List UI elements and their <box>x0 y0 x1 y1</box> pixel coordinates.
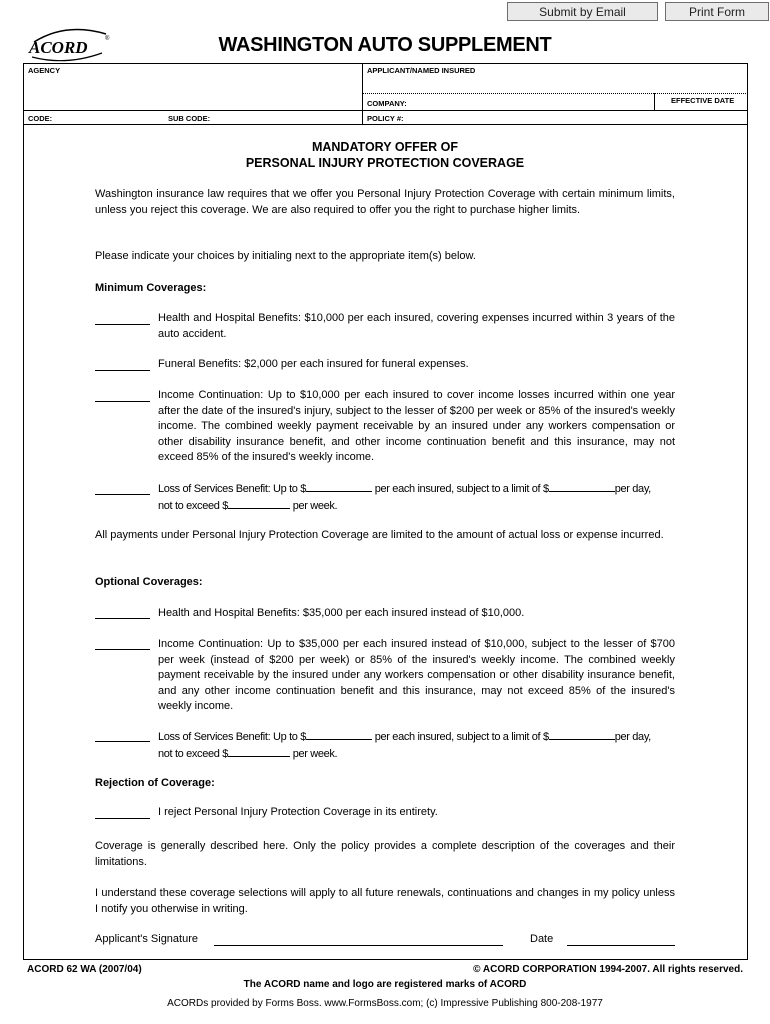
opt-health-text: Health and Hospital Benefits: $35,000 per each insured instead of $10,000. <box>158 607 525 619</box>
initial-field-reject[interactable] <box>95 806 150 819</box>
opt-loss-text: Loss of Services Benefit: Up to $ per each insured, subject to a limit of $ per day, not to exceed $ per week. <box>158 731 651 760</box>
sub-code-label: SUB CODE: <box>168 114 211 123</box>
svg-text:ACORD: ACORD <box>29 38 88 57</box>
agency-label: AGENCY <box>28 66 61 75</box>
min-loss-week-limit-field[interactable] <box>228 498 290 509</box>
min-loss-day-limit-field[interactable] <box>549 481 615 492</box>
min-health-text: Health and Hospital Benefits: $10,000 per each insured, covering expenses incurred within 3 years of the auto accident. <box>158 312 675 340</box>
rejection-heading: Rejection of Coverage: <box>95 777 215 789</box>
min-income-text: Income Continuation: Up to $10,000 per each insured to cover income losses incurred within one year after the date of the insured's injury, subject to the lesser of $200 per week or 85% of the insured's weekly income. The combined weekly payment receivable by an insured under any workers compensation or other disability insurance benefit, and other income continuation benefit and this insurance, may not exceed 85% of the insured's weekly income. <box>158 389 675 464</box>
provided-by-text: ACORDs provided by Forms Boss. www.FormsBoss.com; (c) Impressive Publishing 800-208-1977 <box>167 998 603 1009</box>
opt-loss-amount-field[interactable] <box>306 729 372 740</box>
company-label: COMPANY: <box>367 99 407 108</box>
optional-coverages-heading: Optional Coverages: <box>95 576 203 588</box>
submit-by-email-button[interactable]: Submit by Email <box>507 2 658 21</box>
form-title: WASHINGTON AUTO SUPPLEMENT <box>218 34 552 56</box>
all-payments-paragraph: All payments under Personal Injury Protection Coverage are limited to the amount of actual loss or expense incurred. <box>95 529 664 541</box>
reject-text: I reject Personal Injury Protection Coverage in its entirety. <box>158 806 438 818</box>
intro-paragraph: Washington insurance law requires that we offer you Personal Injury Protection Coverage with certain minimum limits, unless you reject this coverage. We are also required to offer you the right to purchase higher limits. <box>95 188 675 216</box>
opt-income-text: Income Continuation: Up to $35,000 per each insured instead of $10,000, subject to the lesser of $700 per week (instead of $200 per week) or 85% of the insured's weekly income. The combined weekly payment receivable by the insured under any workers compensation or other disability insurance benefit, and any other income continuation benefit and this insurance, may not exceed 85% of the insured's weekly income. <box>158 638 675 713</box>
svg-text:®: ® <box>105 36 110 42</box>
heading-mandatory-offer: MANDATORY OFFER OF <box>311 140 459 154</box>
applicant-label: APPLICANT/NAMED INSURED <box>367 66 476 75</box>
code-label: CODE: <box>28 114 53 123</box>
min-funeral-text: Funeral Benefits: $2,000 per each insured for funeral expenses. <box>158 358 469 370</box>
signature-label: Applicant's Signature <box>95 933 198 945</box>
policy-label: POLICY #: <box>367 114 404 123</box>
initial-field-min-income[interactable] <box>95 389 150 402</box>
minimum-coverages-heading: Minimum Coverages: <box>95 282 207 294</box>
effective-date-label: EFFECTIVE DATE <box>671 96 735 105</box>
date-field[interactable] <box>567 932 675 946</box>
initial-field-opt-loss[interactable] <box>95 729 150 742</box>
min-loss-text: Loss of Services Benefit: Up to $ per each insured, subject to a limit of $ per day, not to exceed $ per week. <box>158 483 651 512</box>
print-form-button[interactable]: Print Form <box>665 2 769 21</box>
initial-field-opt-health[interactable] <box>95 606 150 619</box>
copyright-text: © ACORD CORPORATION 1994-2007. All rights reserved. <box>473 964 743 975</box>
form-number: ACORD 62 WA (2007/04) <box>27 964 142 975</box>
coverage-note-paragraph: Coverage is generally described here. Only the policy provides a complete description of the coverages and their limitations. <box>95 840 675 868</box>
initial-field-opt-income[interactable] <box>95 637 150 650</box>
initial-field-min-loss[interactable] <box>95 482 150 495</box>
signature-field[interactable] <box>214 932 503 946</box>
heading-pip-coverage: PERSONAL INJURY PROTECTION COVERAGE <box>245 156 525 170</box>
initial-field-min-funeral[interactable] <box>95 358 150 371</box>
trademark-text: The ACORD name and logo are registered marks of ACORD <box>243 979 527 990</box>
opt-loss-week-limit-field[interactable] <box>228 746 290 757</box>
understand-paragraph: I understand these coverage selections will apply to all future renewals, continuations and changes in my policy unless I notify you otherwise in writing. <box>95 887 675 915</box>
header-box <box>23 63 748 125</box>
min-loss-amount-field[interactable] <box>306 481 372 492</box>
opt-loss-day-limit-field[interactable] <box>549 729 615 740</box>
instruction-paragraph: Please indicate your choices by initialing next to the appropriate item(s) below. <box>95 250 476 262</box>
initial-field-min-health[interactable] <box>95 312 150 325</box>
date-label: Date <box>530 933 554 945</box>
